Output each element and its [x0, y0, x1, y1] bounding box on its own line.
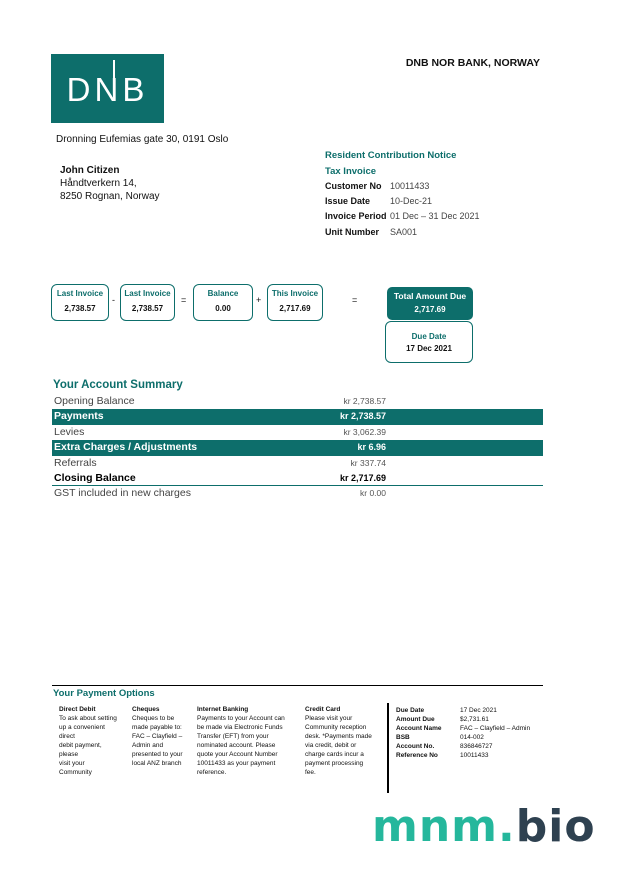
ref-label: Due Date [396, 707, 425, 714]
ref-row-reference-no [396, 752, 530, 761]
meta-customer-no [325, 181, 429, 191]
payment-option-text: Please visit your Community reception desk. *Payments made via credit, debit or charge cards incur a payment processing fee. [305, 715, 372, 776]
meta-value: SA001 [390, 227, 418, 237]
meta-label: Unit Number [325, 227, 379, 237]
ref-row-account-no [396, 743, 530, 752]
payment-option-text: Payments to your Account can be made via Electronic Funds Transfer (EFT) from your nominated account. Please quote your Account Number 10011433 as your payment reference. [197, 715, 285, 776]
plus-sign: + [256, 295, 262, 305]
balance-box [193, 284, 253, 321]
watermark-part2: bio [515, 801, 596, 852]
box-value: 2,738.57 [64, 304, 96, 313]
minus-sign: - [112, 295, 115, 305]
box-label: Last Invoice [124, 289, 171, 298]
summary-label: Closing Balance [54, 471, 136, 484]
last-invoice-box-2 [120, 284, 175, 321]
payment-direct-debit [59, 705, 129, 777]
payment-option-title: Direct Debit [59, 706, 96, 713]
ref-label: Account No. [396, 742, 435, 750]
customer-address-line2: 8250 Rognan, Norway [60, 191, 160, 202]
ref-value: FAC – Clayfield – Admin [460, 724, 531, 732]
summary-label: Opening Balance [54, 395, 135, 407]
meta-unit-number [325, 227, 417, 237]
ref-label: BSB [396, 733, 410, 741]
box-label: Balance [207, 289, 239, 298]
summary-label: GST included in new charges [54, 487, 191, 500]
payment-divider-line [52, 685, 543, 686]
payment-credit-card [305, 705, 383, 777]
box-label: This Invoice [271, 289, 319, 298]
payment-cheques [132, 705, 194, 768]
due-value: 17 Dec 2021 [406, 344, 452, 353]
summary-row-referrals [52, 456, 543, 471]
last-invoice-box [51, 284, 109, 321]
payment-option-title: Credit Card [305, 706, 341, 713]
payment-options-title: Your Payment Options [53, 688, 155, 699]
total-amount-due-box [387, 287, 473, 320]
summary-label: Levies [54, 425, 85, 438]
payment-internet-banking [197, 705, 302, 777]
ref-row-amount-due [396, 716, 530, 725]
summary-value: kr 6.96 [357, 442, 386, 453]
bank-name: DNB NOR BANK, NORWAY [405, 57, 540, 69]
payment-option-text: To ask about setting up a convenient direct debit payment, please visit your Community [59, 715, 117, 776]
ref-value: 014-002 [460, 733, 484, 741]
summary-row-closing-balance [52, 471, 543, 486]
summary-label: Referrals [54, 456, 97, 469]
invoice-type: Tax Invoice [325, 166, 377, 177]
summary-title: Your Account Summary [53, 379, 183, 391]
summary-row-extra-charges [52, 440, 543, 455]
equals-sign-2: = [352, 295, 358, 305]
summary-value: kr 3,062.39 [343, 426, 386, 437]
ref-row-bsb [396, 734, 530, 743]
logo-text: DNB [66, 71, 149, 108]
box-value: 2,738.57 [131, 304, 164, 313]
customer-address-line1: Håndtverkern 14, [60, 178, 137, 189]
meta-value: 01 Dec – 31 Dec 2021 [390, 211, 480, 221]
total-value: 2,717.69 [414, 305, 446, 314]
due-label: Due Date [411, 332, 447, 341]
summary-value: kr 337.74 [350, 457, 386, 468]
account-summary-table [52, 394, 543, 502]
summary-label: Payments [54, 410, 104, 423]
summary-row-levies [52, 425, 543, 440]
box-label: Last Invoice [56, 289, 104, 298]
bank-logo [51, 54, 164, 123]
ref-value: 10011433 [460, 751, 489, 759]
payment-option-title: Internet Banking [197, 706, 249, 713]
equals-sign: = [181, 295, 187, 305]
this-invoice-box [267, 284, 323, 321]
ref-row-account-name [396, 725, 530, 734]
meta-label: Customer No [325, 181, 382, 191]
ref-value: 17 Dec 2021 [460, 707, 497, 714]
summary-value: kr 0.00 [360, 488, 386, 499]
notice-title: Resident Contribution Notice [325, 150, 457, 161]
ref-value: 836846727 [460, 742, 493, 750]
payment-reference-table [396, 707, 530, 760]
meta-issue-date [325, 196, 432, 206]
ref-label: Amount Due [396, 715, 435, 723]
summary-value: kr 2,738.57 [339, 411, 386, 422]
summary-row-opening-balance [52, 394, 543, 409]
box-value: 2,717.69 [279, 304, 311, 313]
meta-value: 10011433 [390, 181, 430, 191]
summary-label: Extra Charges / Adjustments [54, 441, 198, 454]
meta-value: 10-Dec-21 [390, 196, 433, 206]
due-date-box [385, 321, 473, 363]
bank-address: Dronning Eufemias gate 30, 0191 Oslo [56, 134, 229, 145]
box-value: 0.00 [215, 304, 231, 313]
ref-value: $2,731.61 [460, 715, 489, 723]
ref-label: Account Name [396, 724, 442, 732]
meta-label: Issue Date [325, 196, 371, 206]
ref-row-due-date [396, 707, 530, 716]
summary-row-payments [52, 409, 543, 424]
summary-row-gst [52, 486, 543, 501]
total-label: Total Amount Due [393, 291, 467, 301]
payment-option-title: Cheques [132, 706, 160, 713]
meta-label: Invoice Period [325, 211, 387, 221]
ref-label: Reference No [396, 751, 438, 759]
summary-value: kr 2,717.69 [339, 472, 386, 483]
payment-option-text: Cheques to be made payable to: FAC – Clayfield – Admin and presented to your local ANZ branch [132, 715, 183, 767]
summary-value: kr 2,738.57 [343, 396, 386, 406]
watermark-part1: mnm. [372, 801, 516, 852]
watermark [372, 801, 596, 852]
customer-name: John Citizen [60, 165, 120, 176]
payment-vertical-divider [387, 703, 389, 793]
meta-invoice-period [325, 211, 480, 221]
